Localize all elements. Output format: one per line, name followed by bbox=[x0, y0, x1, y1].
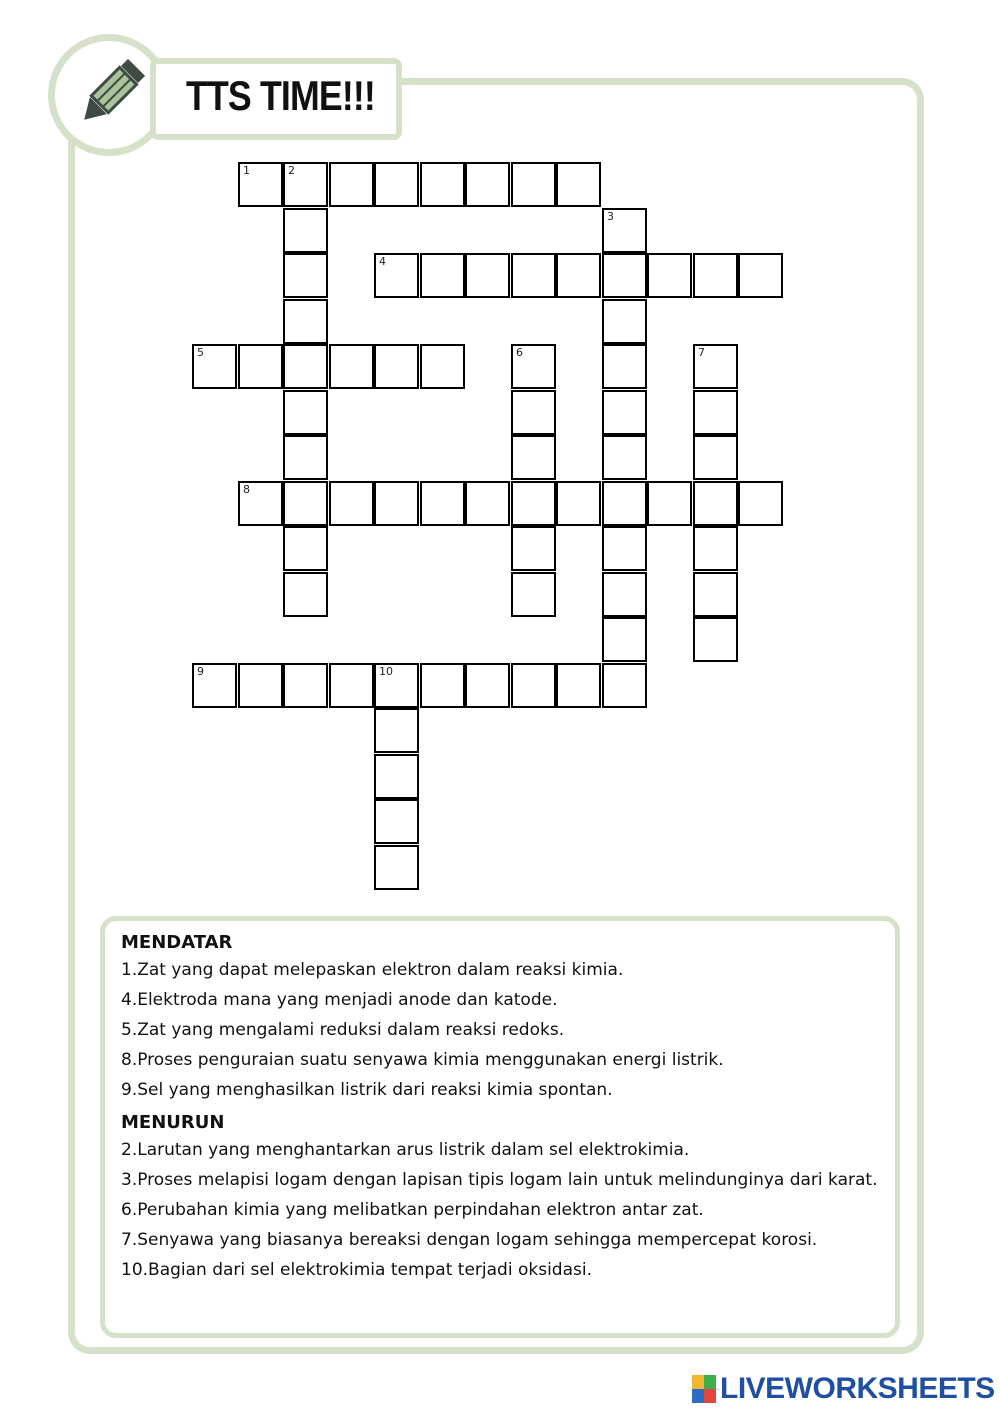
crossword-cell[interactable] bbox=[738, 253, 783, 298]
clue-number: 2 bbox=[288, 164, 295, 177]
crossword-cell[interactable] bbox=[602, 435, 647, 480]
crossword-cell[interactable] bbox=[602, 299, 647, 344]
crossword-cell[interactable] bbox=[602, 253, 647, 298]
crossword-cell[interactable] bbox=[511, 435, 556, 480]
clue-across-9: 9.Sel yang menghasilkan listrik dari reaksi kimia spontan. bbox=[121, 1080, 613, 1100]
crossword-cell[interactable] bbox=[556, 481, 601, 526]
crossword-cell[interactable] bbox=[511, 526, 556, 571]
crossword-cell[interactable] bbox=[693, 344, 738, 389]
crossword-cell[interactable] bbox=[602, 344, 647, 389]
crossword-cell[interactable] bbox=[329, 663, 374, 708]
clue-number: 5 bbox=[197, 346, 204, 359]
clue-down-3: 3.Proses melapisi logam dengan lapisan tipis logam lain untuk melindunginya dari karat. bbox=[121, 1170, 878, 1190]
clue-number: 4 bbox=[379, 255, 386, 268]
crossword-cell[interactable] bbox=[283, 344, 328, 389]
crossword-cell[interactable] bbox=[374, 162, 419, 207]
crossword-cell[interactable] bbox=[283, 390, 328, 435]
crossword-cell[interactable] bbox=[693, 253, 738, 298]
page-title: TTS TIME!!! bbox=[186, 72, 375, 119]
clue-across-4: 4.Elektroda mana yang menjadi anode dan katode. bbox=[121, 990, 558, 1010]
clue-number: 3 bbox=[607, 210, 614, 223]
crossword-cell[interactable] bbox=[602, 617, 647, 662]
brand-name: LIVEWORKSHEETS bbox=[720, 1372, 995, 1405]
crossword-cell[interactable] bbox=[283, 663, 328, 708]
crossword-cell[interactable] bbox=[420, 481, 465, 526]
crossword-cell[interactable] bbox=[374, 754, 419, 799]
clue-across-5: 5.Zat yang mengalami reduksi dalam reaksi redoks. bbox=[121, 1020, 565, 1040]
crossword-cell[interactable] bbox=[693, 481, 738, 526]
clue-down-7: 7.Senyawa yang biasanya bereaksi dengan logam sehingga mempercepat korosi. bbox=[121, 1230, 818, 1250]
crossword-cell[interactable] bbox=[329, 481, 374, 526]
clue-across-8: 8.Proses penguraian suatu senyawa kimia menggunakan energi listrik. bbox=[121, 1050, 724, 1070]
crossword-cell[interactable] bbox=[511, 663, 556, 708]
clue-number: 9 bbox=[197, 665, 204, 678]
crossword-cell[interactable] bbox=[647, 481, 692, 526]
crossword-cell[interactable] bbox=[602, 208, 647, 253]
crossword-cell[interactable] bbox=[511, 390, 556, 435]
clue-down-10: 10.Bagian dari sel elektrokimia tempat terjadi oksidasi. bbox=[121, 1260, 592, 1280]
crossword-cell[interactable] bbox=[420, 162, 465, 207]
crossword-cell[interactable] bbox=[556, 663, 601, 708]
crossword-cell[interactable] bbox=[556, 162, 601, 207]
crossword-cell[interactable] bbox=[511, 572, 556, 617]
crossword-cell[interactable] bbox=[192, 663, 237, 708]
crossword-cell[interactable] bbox=[283, 572, 328, 617]
crossword-cell[interactable] bbox=[465, 253, 510, 298]
crossword-cell[interactable] bbox=[283, 299, 328, 344]
crossword-cell[interactable] bbox=[693, 435, 738, 480]
crossword-cell[interactable] bbox=[693, 617, 738, 662]
crossword-cell[interactable] bbox=[283, 526, 328, 571]
crossword-cell[interactable] bbox=[420, 253, 465, 298]
crossword-cell[interactable] bbox=[511, 253, 556, 298]
crossword-cell[interactable] bbox=[511, 162, 556, 207]
clue-down-2: 2.Larutan yang menghantarkan arus listrik dalam sel elektrokimia. bbox=[121, 1140, 690, 1160]
crossword-cell[interactable] bbox=[647, 253, 692, 298]
crossword-cell[interactable] bbox=[283, 253, 328, 298]
clue-down-6: 6.Perubahan kimia yang melibatkan perpindahan elektron antar zat. bbox=[121, 1200, 704, 1220]
crossword-cell[interactable] bbox=[283, 481, 328, 526]
clue-number: 10 bbox=[379, 665, 393, 678]
crossword-cell[interactable] bbox=[374, 799, 419, 844]
mendatar-heading: MENDATAR bbox=[121, 932, 233, 953]
crossword-cell[interactable] bbox=[283, 435, 328, 480]
clue-across-1: 1.Zat yang dapat melepaskan elektron dalam reaksi kimia. bbox=[121, 960, 624, 980]
menurun-heading: MENURUN bbox=[121, 1112, 225, 1133]
crossword-cell[interactable] bbox=[329, 344, 374, 389]
crossword-cell[interactable] bbox=[738, 481, 783, 526]
crossword-cell[interactable] bbox=[556, 253, 601, 298]
crossword-cell[interactable] bbox=[602, 481, 647, 526]
crossword-cell[interactable] bbox=[329, 162, 374, 207]
crossword-cell[interactable] bbox=[238, 481, 283, 526]
crossword-cell[interactable] bbox=[511, 344, 556, 389]
clues-panel bbox=[100, 916, 900, 1338]
crossword-cell[interactable] bbox=[374, 253, 419, 298]
crossword-cell[interactable] bbox=[511, 481, 556, 526]
crossword-cell[interactable] bbox=[374, 481, 419, 526]
crossword-cell[interactable] bbox=[465, 481, 510, 526]
crossword-cell[interactable] bbox=[602, 663, 647, 708]
crossword-cell[interactable] bbox=[693, 572, 738, 617]
liveworksheets-icon bbox=[692, 1375, 716, 1403]
crossword-cell[interactable] bbox=[283, 162, 328, 207]
crossword-cell[interactable] bbox=[283, 208, 328, 253]
clue-number: 7 bbox=[698, 346, 705, 359]
clue-number: 6 bbox=[516, 346, 523, 359]
crossword-cell[interactable] bbox=[465, 162, 510, 207]
crossword-cell[interactable] bbox=[238, 162, 283, 207]
crossword-cell[interactable] bbox=[602, 526, 647, 571]
pencil-icon bbox=[68, 54, 150, 136]
crossword-cell[interactable] bbox=[374, 344, 419, 389]
clue-number: 1 bbox=[243, 164, 250, 177]
crossword-cell[interactable] bbox=[238, 663, 283, 708]
crossword-cell[interactable] bbox=[602, 390, 647, 435]
crossword-cell[interactable] bbox=[693, 390, 738, 435]
crossword-cell[interactable] bbox=[192, 344, 237, 389]
crossword-cell[interactable] bbox=[602, 572, 647, 617]
clue-number: 8 bbox=[243, 483, 250, 496]
brand-logo bbox=[692, 1372, 995, 1406]
crossword-cell[interactable] bbox=[420, 663, 465, 708]
crossword-cell[interactable] bbox=[374, 708, 419, 753]
crossword-cell[interactable] bbox=[374, 663, 419, 708]
crossword-cell[interactable] bbox=[238, 344, 283, 389]
crossword-cell[interactable] bbox=[465, 663, 510, 708]
crossword-cell[interactable] bbox=[693, 526, 738, 571]
crossword-cell[interactable] bbox=[420, 344, 465, 389]
crossword-cell[interactable] bbox=[374, 845, 419, 890]
